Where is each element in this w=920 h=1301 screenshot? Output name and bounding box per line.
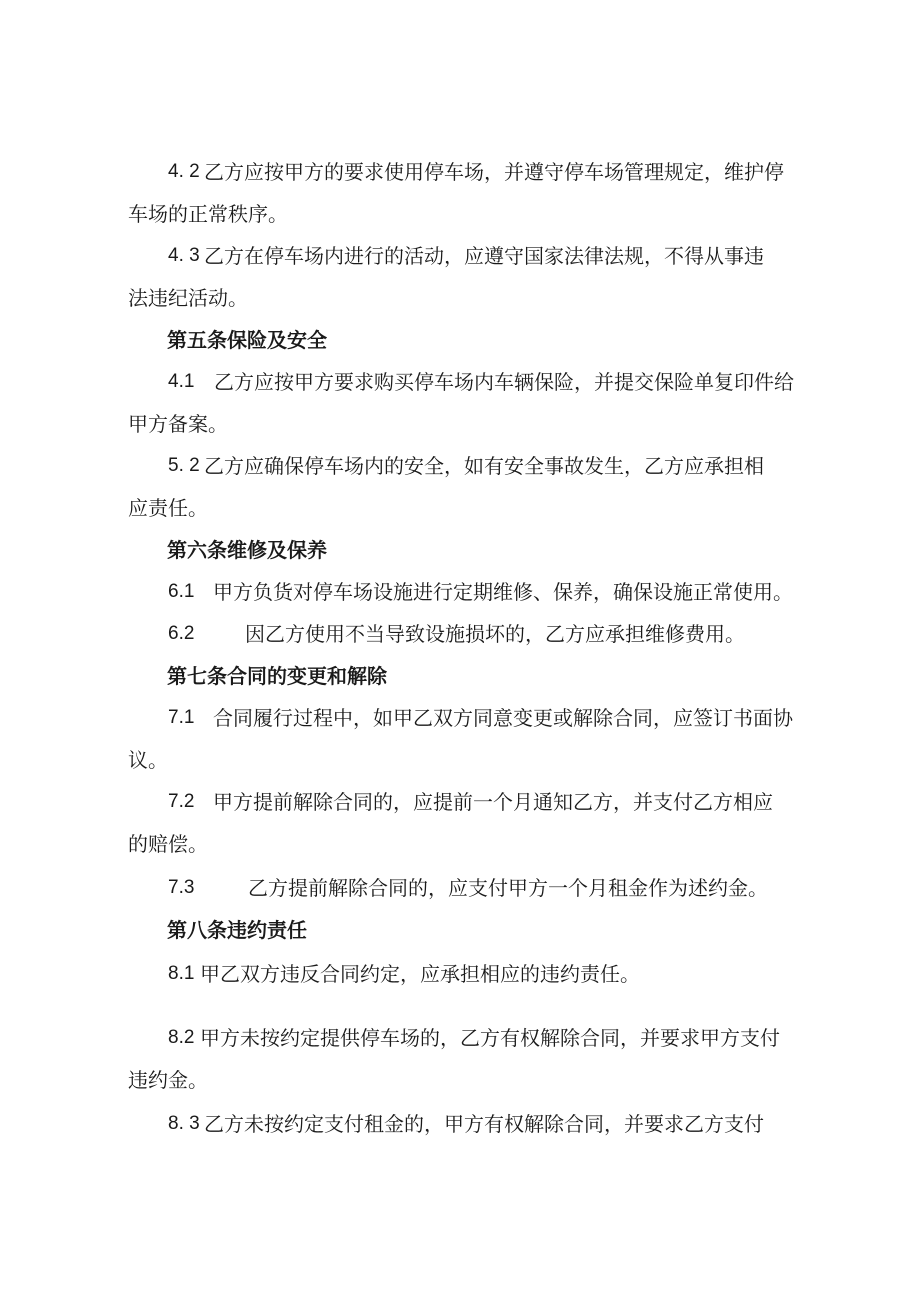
clause-number: 7.1 xyxy=(168,707,195,728)
clause-text: 违约金。 xyxy=(128,1068,208,1092)
clause-number: 8.2 xyxy=(168,1027,195,1048)
clause-text: 合同履行过程中，如甲乙双方同意变更或解除合同，应签订书面协 xyxy=(213,706,793,730)
clause-text: 甲方负货对停车场设施进行定期维修、保养，确保设施正常使用。 xyxy=(213,580,793,604)
section-heading-text: 第七条合同的变更和解除 xyxy=(167,664,387,688)
clause-text: 乙方应按甲方要求购买停车场内车辆保险，并提交保险单复印件给 xyxy=(214,370,794,394)
clause-text: 甲方备案。 xyxy=(128,412,228,436)
clause-number: 4.1 xyxy=(168,371,195,392)
clause-text: 甲乙双方违反合同约定，应承担相应的违约责任。 xyxy=(200,962,640,986)
clause-text: 法违纪活动。 xyxy=(128,286,248,310)
section-heading-text: 第六条维修及保养 xyxy=(167,538,327,562)
clause-number: 7.2 xyxy=(168,791,195,812)
clause-number: 6.1 xyxy=(168,581,195,602)
clause-text: 乙方应按甲方的要求使用停车场，并遵守停车场管理规定，维护停 xyxy=(204,160,784,184)
clause-text: 车场的正常秩序。 xyxy=(128,202,288,226)
clause-text: 甲方提前解除合同的，应提前一个月通知乙方，并支付乙方相应 xyxy=(213,790,773,814)
clause-text: 乙方应确保停车场内的安全，如有安全事故发生，乙方应承担相 xyxy=(204,454,764,478)
clause-number: 8.1 xyxy=(168,963,195,984)
clause-text: 议。 xyxy=(128,748,168,772)
clause-text: 乙方在停车场内进行的活动，应遵守国家法律法规，不得从事违 xyxy=(204,244,764,268)
section-heading-text: 第五条保险及安全 xyxy=(167,328,327,352)
clause-number: 8. 3 xyxy=(168,1113,200,1134)
clause-text: 因乙方使用不当导致设施损坏的，乙方应承担维修费用。 xyxy=(245,622,745,646)
clause-text: 的赔偿。 xyxy=(128,832,208,856)
clause-number: 7.3 xyxy=(168,877,195,898)
clause-text: 乙方提前解除合同的，应支付甲方一个月租金作为述约金。 xyxy=(248,876,768,900)
clause-number: 4. 3 xyxy=(168,245,200,266)
clause-number: 4. 2 xyxy=(168,161,200,182)
clause-number: 6.2 xyxy=(168,623,195,644)
clause-text: 甲方未按约定提供停车场的，乙方有权解除合同，并要求甲方支付 xyxy=(200,1026,780,1050)
section-heading-text: 第八条违约责任 xyxy=(167,918,307,942)
clause-text: 乙方未按约定支付租金的，甲方有权解除合同，并要求乙方支付 xyxy=(204,1112,764,1136)
clause-text: 应责任。 xyxy=(128,496,208,520)
clause-number: 5. 2 xyxy=(168,455,200,476)
